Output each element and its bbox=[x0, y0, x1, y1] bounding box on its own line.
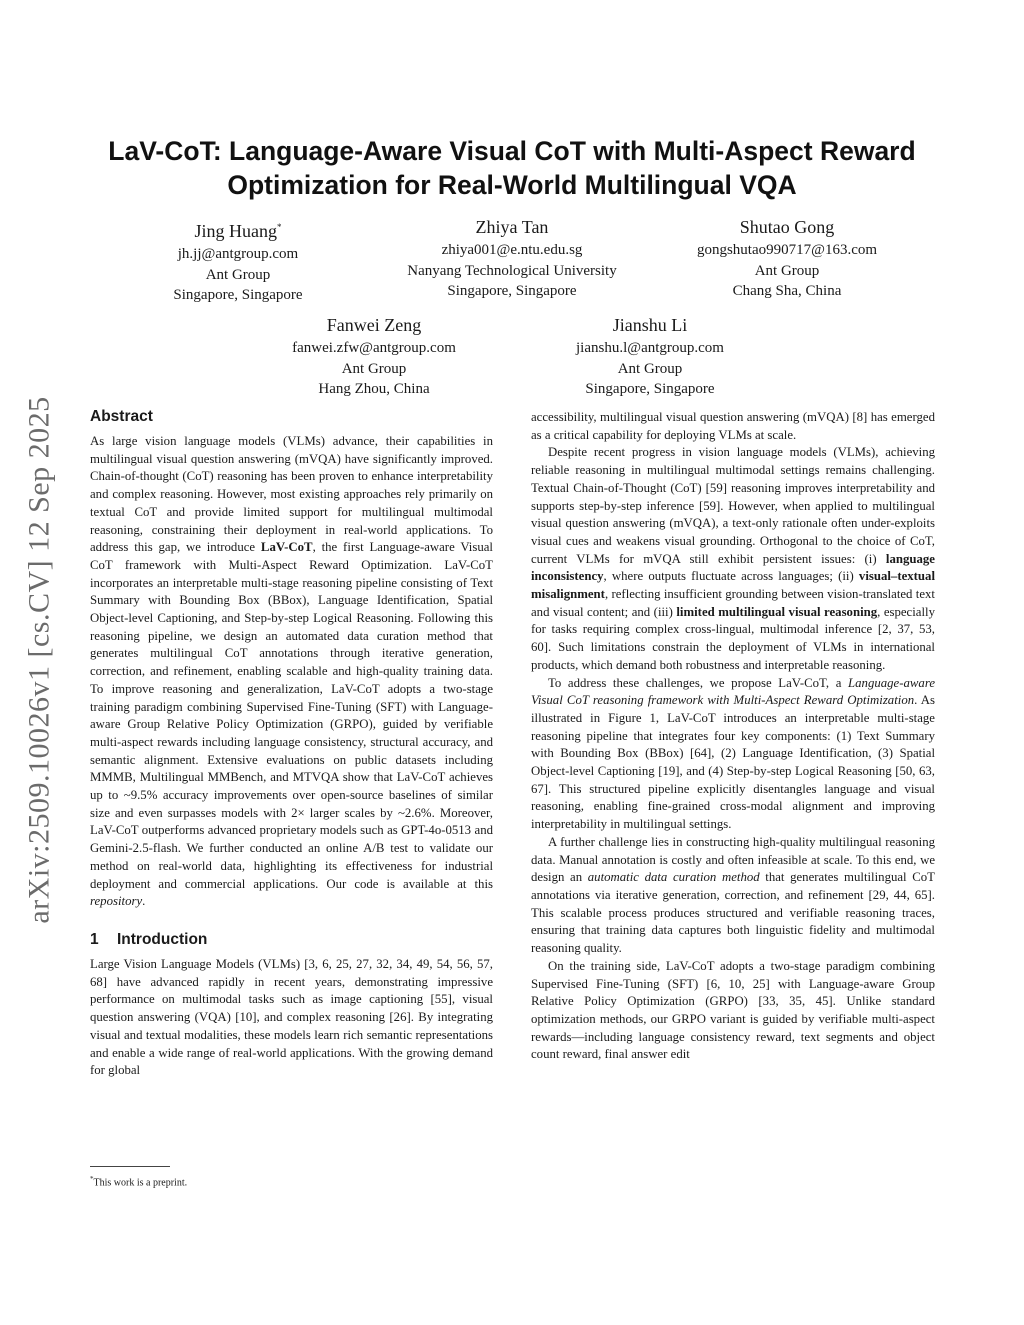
repository-link[interactable]: repository bbox=[90, 894, 143, 909]
author-affiliation: Ant Group bbox=[754, 262, 820, 279]
author-location: Hang Zhou, China bbox=[318, 381, 430, 397]
author-email: jh.jj@antgroup.com bbox=[177, 246, 299, 262]
abstract-heading: Abstract bbox=[90, 408, 153, 425]
author-name: Shutao Gong bbox=[739, 217, 835, 237]
body-paragraph: Despite recent progress in vision language models (VLMs), achieving reliable reasoning in multilingual multimodal settings remains challenging. Textual Chain-of-Thought (CoT) [59] reasoning improves interpretability and supports step-by-step inference [59]. However, when applied to multilingual visual question answering (mVQA), a text-only rationale often under-exploits visual cues and weakens visual grounding. Orthogonal to the choice of CoT, current VLMs for mVQA still exhibit persistent issues: (i) language inconsistency, where outputs fluctuate across languages; (ii) visual–textual misalignment, reflecting insufficient grounding between vision-translated text and visual content; and (iii) limited multilingual visual reasoning, especially for tasks requiring complex cross-lingual, multimodal inference [2, 37, 53, 60]. Such limitations constrain the deployment of VLMs in international products, which demand both robustness and interpretable reasoning. bbox=[531, 445, 935, 672]
body-paragraph: A further challenge lies in constructing high-quality multilingual reasoning data. Manual annotation is costly and often infeasible at scale. To this end, we design an automatic data curation method that generates multilingual CoT annotations via iterative generation, correction, and refinement [29, 44, 65]. This scalable process produces structured and verifiable reasoning traces, ensuring that training data captures both linguistic fidelity and multimodal reasoning quality. bbox=[531, 834, 935, 956]
footnote-mark: * bbox=[90, 1175, 94, 1183]
introduction-paragraph: Large Vision Language Models (VLMs) [3, 6, 25, 27, 32, 34, 49, 54, 56, 57, 68] have advanced rapidly in recent years, demonstrating impressive performance on multimodal tasks such as image captioning [55], visual question answering (VQA) [10], and complex reasoning [26]. By integrating visual and textual modalities, these models learn rich semantic representations and enable a wide range of real-world applications. With the growing demand for global bbox=[90, 956, 493, 1078]
paper-title: LaV-CoT: Language-Aware Visual CoT with Multi-Aspect Reward Optimization for Real-World Multilingual VQA bbox=[108, 136, 916, 200]
left-column bbox=[90, 407, 493, 1080]
author-block bbox=[264, 313, 484, 400]
body-paragraph: On the training side, LaV-CoT adopts a two-stage paradigm combining Supervised Fine-Tuning (SFT) [6, 10, 25] with Language-aware Group Relative Policy Optimization (GRPO) [33, 35, 45]. Unlike standard optimization methods, our GRPO variant is guided by verifiable multi-aspect rewards—including language consistency reward, text segments and object count reward, final answer edit bbox=[531, 958, 935, 1062]
framework-name: LaV-CoT bbox=[260, 540, 313, 555]
author-affiliation: Ant Group bbox=[617, 360, 683, 377]
arxiv-identifier bbox=[10, 360, 70, 960]
author-email: gongshutao990717@163.com bbox=[696, 242, 878, 258]
author-location: Singapore, Singapore bbox=[173, 287, 303, 303]
author-email: jianshu.l@antgroup.com bbox=[576, 340, 724, 356]
author-block bbox=[672, 215, 902, 302]
author-location: Singapore, Singapore bbox=[447, 283, 577, 299]
author-name: Zhiya Tan bbox=[475, 217, 549, 237]
body-paragraph: To address these challenges, we propose LaV-CoT, a Language-aware Visual CoT reasoning framework with Multi-Aspect Reward Optimization. As illustrated in Figure 1, LaV-CoT introduces an interpretable multi-stage reasoning pipeline that integrates four key components: (1) Text Summary with Bounding Box (BBox) [64], (2) Language Identification, (3) Spatial Object-level Captioning [19], and (4) Step-by-step Logical Reasoning [50, 63, 67]. This structured pipeline explicitly disentangles language and visual reasoning, enabling fine-grained cross-modal alignment and improving interpretability in multilingual settings. bbox=[531, 675, 935, 832]
author-location: Chang Sha, China bbox=[732, 283, 842, 299]
author-block bbox=[372, 215, 652, 302]
author-footnote-mark: * bbox=[277, 222, 282, 232]
author-affiliation: Nanyang Technological University bbox=[407, 262, 617, 279]
footnote bbox=[90, 1173, 187, 1189]
footnote-divider bbox=[90, 1166, 170, 1167]
author-name: Jing Huang* bbox=[194, 221, 282, 241]
author-email: zhiya001@e.ntu.edu.sg bbox=[441, 242, 583, 258]
footnote-text: This work is a preprint. bbox=[93, 1177, 188, 1189]
author-affiliation: Ant Group bbox=[205, 266, 271, 283]
author-email: fanwei.zfw@antgroup.com bbox=[292, 340, 456, 356]
section-title: Introduction bbox=[117, 930, 208, 948]
author-name: Jianshu Li bbox=[612, 315, 688, 335]
author-block bbox=[540, 313, 760, 400]
abstract-paragraph: As large vision language models (VLMs) advance, their capabilities in multilingual visual question answering (mVQA) have significantly improved. Chain-of-thought (CoT) reasoning has been proven to enhance interpretability and complex reasoning. However, most existing approaches rely primarily on textual CoT and provide limited support for multilingual multimodal reasoning, constraining their deployment in real-world applications. To address this gap, we introduce LaV-CoT, the first Language-aware Visual CoT framework with Multi-Aspect Reward Optimization. LaV-CoT incorporates an interpretable multi-stage reasoning pipeline consisting of Text Summary with Bounding Box (BBox), Language Identification, Spatial Object-level Captioning, and Step-by-step Logical Reasoning. Following this reasoning pipeline, we design an automated data curation method that generates multilingual CoT annotations through iterative generation, correction, and refinement, enabling scalable and high-quality training data. To improve reasoning and generalization, LaV-CoT adopts a two-stage training paradigm combining Supervised Fine-Tuning (SFT) with Language-aware Group Relative Policy Optimization (GRPO), guided by verifiable multi-aspect rewards including language consistency, structural accuracy, and semantic alignment. Extensive evaluations on public datasets including MMMB, Multilingual MMBench, and MTVQA show that LaV-CoT achieves up to ~9.5% accuracy improvements over open-source baselines of similar size and even surpasses models with 2× larger scales by ~2.6%. Moreover, LaV-CoT outperforms advanced proprietary models such as GPT-4o-0513 and Gemini-2.5-flash. We further conducted an online A/B test to validate our method on real-world data, highlighting its effectiveness for industrial deployment and commercial applications. Our code is available at this repository. bbox=[90, 434, 493, 909]
author-location: Singapore, Singapore bbox=[585, 381, 715, 397]
author-block bbox=[130, 215, 346, 306]
section-number: 1 bbox=[90, 930, 99, 948]
arxiv-identifier-text: arXiv:2509.10026v1 [cs.CV] 12 Sep 2025 bbox=[23, 396, 57, 924]
author-name: Fanwei Zeng bbox=[326, 315, 422, 335]
introduction-heading bbox=[90, 930, 493, 950]
author-affiliation: Ant Group bbox=[341, 360, 407, 377]
body-paragraph: accessibility, multilingual visual question answering (mVQA) [8] has emerged as a critical capability for deploying VLMs at scale. bbox=[531, 410, 935, 442]
right-column bbox=[531, 409, 935, 1064]
